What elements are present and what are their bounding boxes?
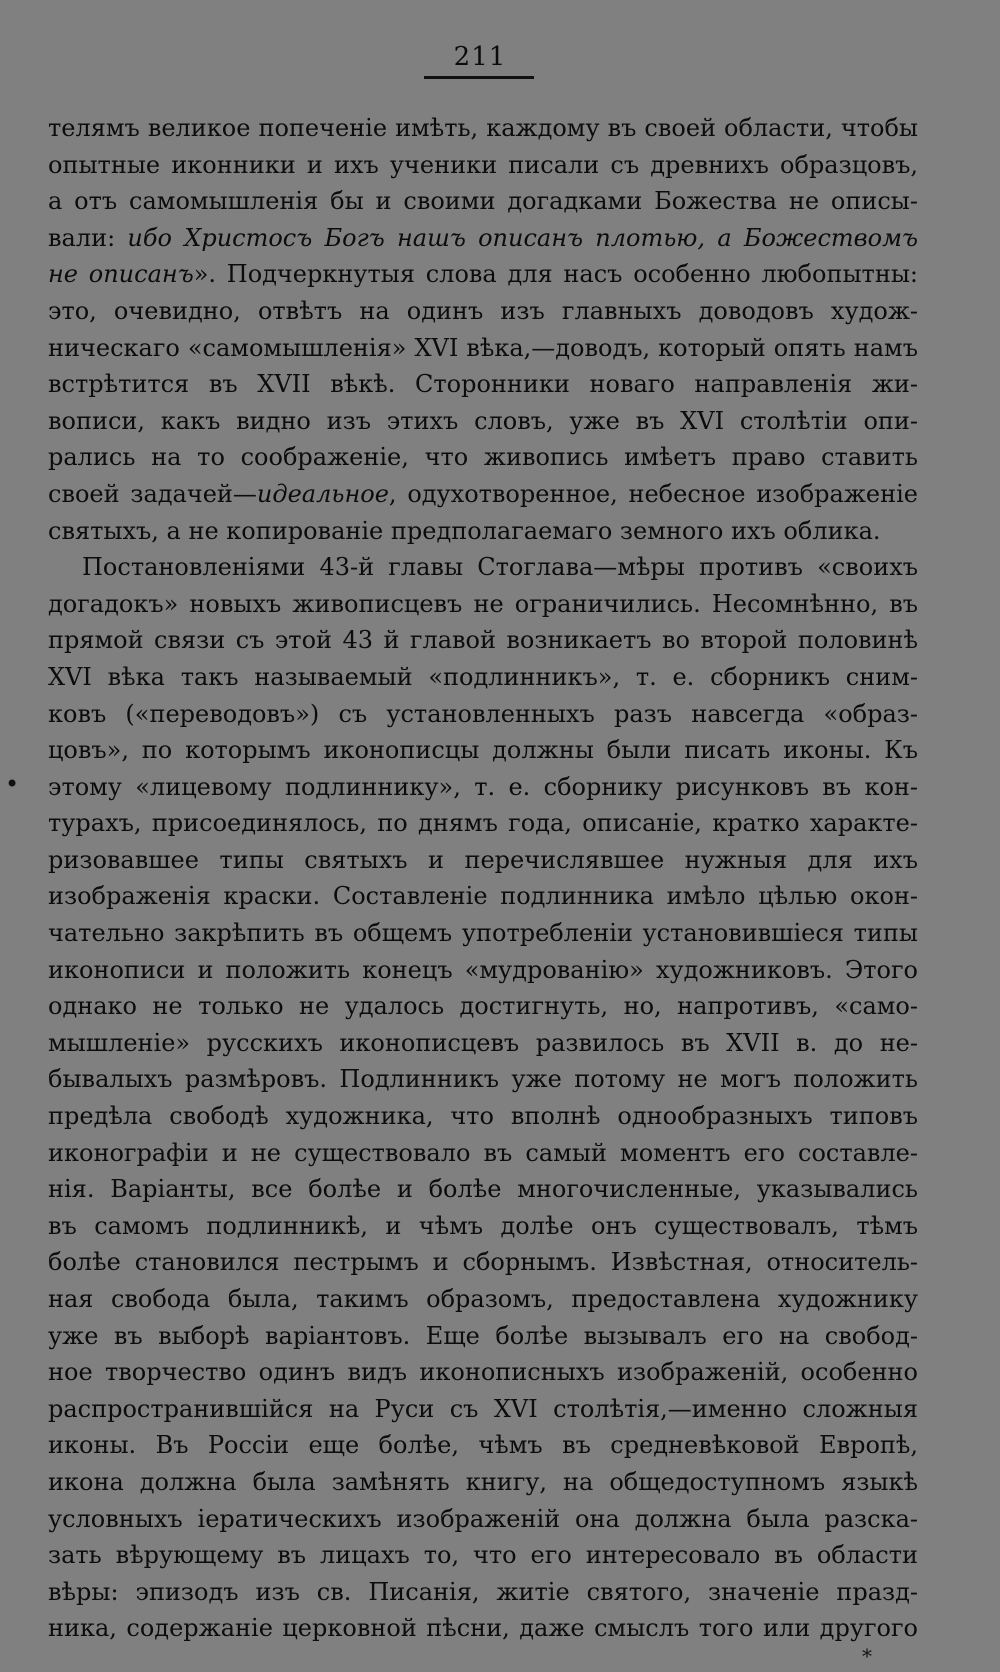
- text-line: уже въ выборѣ варіантовъ. Еще болѣе вызывалъ его на свобод-: [48, 1321, 918, 1350]
- text-line: ризовавшее типы святыхъ и перечислявшее нужныя для ихъ: [48, 845, 918, 874]
- text-line: ная свобода была, такимъ образомъ, предоставлена художнику: [48, 1285, 918, 1313]
- text-line: своей задачей—идеальное, одухотворенное, небесное изображеніе: [48, 479, 918, 508]
- footer-mark: *: [862, 1644, 872, 1668]
- text-line: нія. Варіанты, все болѣе и болѣе многочисленные, указывались: [48, 1175, 918, 1204]
- text-line: однако не только не удалось достигнуть, но, напротивъ, «само-: [48, 992, 918, 1021]
- text-line: ническаго «самомышленія» XVI вѣка,—доводъ, который опять намъ: [48, 333, 918, 362]
- body-text: [48, 110, 918, 1647]
- page-number: 211: [453, 42, 507, 72]
- text-line: опытные иконники и ихъ ученики писали съ древнихъ образцовъ,: [48, 150, 918, 179]
- text-line: прямой связи съ этой 43 й главой возникаетъ во второй половинѣ: [48, 626, 918, 655]
- text-line: догадокъ» новыхъ живописцевъ не ограничились. Несомнѣнно, въ: [48, 589, 918, 618]
- text-line: этому «лицевому подлиннику», т. е. сборнику рисунковъ въ кон-: [48, 772, 918, 801]
- text-line: зать вѣрующему въ лицахъ то, что его интересовало въ области: [48, 1541, 918, 1570]
- text-line: иконописи и положить конецъ «мудрованію» художниковъ. Этого: [48, 955, 918, 984]
- text-line: чательно закрѣпить въ общемъ употребленіи установившіеся типы: [48, 919, 918, 948]
- text-line: а отъ самомышленія бы и своими догадками Божества не описы-: [48, 187, 918, 216]
- text-line: вѣры: эпизодъ изъ св. Писанія, житіе святого, значеніе празд-: [48, 1577, 918, 1606]
- text-line: ное творчество одинъ видъ иконописныхъ изображеній, особенно: [48, 1358, 918, 1387]
- text-line: предѣла свободѣ художника, что вполнѣ однообразныхъ типовъ: [48, 1102, 918, 1131]
- text-line: въ самомъ подлинникѣ, и чѣмъ долѣе онъ существовалъ, тѣмъ: [48, 1211, 918, 1240]
- text-line: встрѣтится въ XVII вѣкѣ. Сторонники новаго направленія жи-: [48, 370, 918, 399]
- text-line: рались на то соображеніе, что живопись имѣетъ право ставить: [48, 443, 918, 472]
- text-line: ника, содержаніе церковной пѣсни, даже смыслъ того или другого: [48, 1614, 918, 1643]
- text-line: не описанъ». Подчеркнутыя слова для насъ особенно любопытны:: [48, 260, 918, 289]
- text-line: иконографіи и не существовало въ самый моментъ его составле-: [48, 1138, 918, 1167]
- text-line: распространившійся на Руси съ XVI столѣтія,—именно сложныя: [48, 1394, 918, 1423]
- margin-mark: •: [5, 770, 20, 798]
- text-line: турахъ, присоединялось, по днямъ года, описаніе, кратко характе-: [48, 809, 918, 838]
- text-line: цовъ», по которымъ иконописцы должны были писать иконы. Къ: [48, 736, 918, 765]
- text-line: болѣе становился пестрымъ и сборнымъ. Извѣстная, относитель-: [48, 1248, 918, 1277]
- text-line: Постановленіями 43-й главы Стоглава—мѣры противъ «своихъ: [82, 553, 918, 582]
- text-line: изображенія краски. Составленіе подлинника имѣло цѣлью окон-: [48, 882, 918, 911]
- text-line: это, очевидно, отвѣтъ на одинъ изъ главныхъ доводовъ худож-: [48, 296, 918, 325]
- text-line: мышленіе» русскихъ иконописцевъ развилось въ XVII в. до не-: [48, 1028, 918, 1057]
- text-line: иконы. Въ Россіи еще болѣе, чѣмъ въ средневѣковой Европѣ,: [48, 1431, 918, 1460]
- text-line: XVI вѣка такъ называемый «подлинникъ», т. е. сборникъ сним-: [48, 662, 918, 691]
- page-number-rule: [424, 76, 534, 79]
- text-line: икона должна была замѣнять книгу, на общедоступномъ языкѣ: [48, 1467, 918, 1496]
- text-line: ковъ («переводовъ») съ установленныхъ разъ навсегда «образ-: [48, 699, 918, 728]
- text-line: бывалыхъ размѣровъ. Подлинникъ уже потому не могъ положить: [48, 1065, 918, 1094]
- text-line: святыхъ, а не копированіе предполагаемаго земного ихъ облика.: [48, 516, 881, 545]
- text-line: вописи, какъ видно изъ этихъ словъ, уже въ XVI столѣтіи опи-: [48, 406, 918, 435]
- text-line: телямъ великое попеченіе имѣть, каждому въ своей области, чтобы: [48, 114, 918, 142]
- text-line: условныхъ іератическихъ изображеній она должна была разска-: [48, 1504, 918, 1533]
- text-line: вали: ибо Христосъ Богъ нашъ описанъ плотью, а Божествомъ: [48, 223, 918, 252]
